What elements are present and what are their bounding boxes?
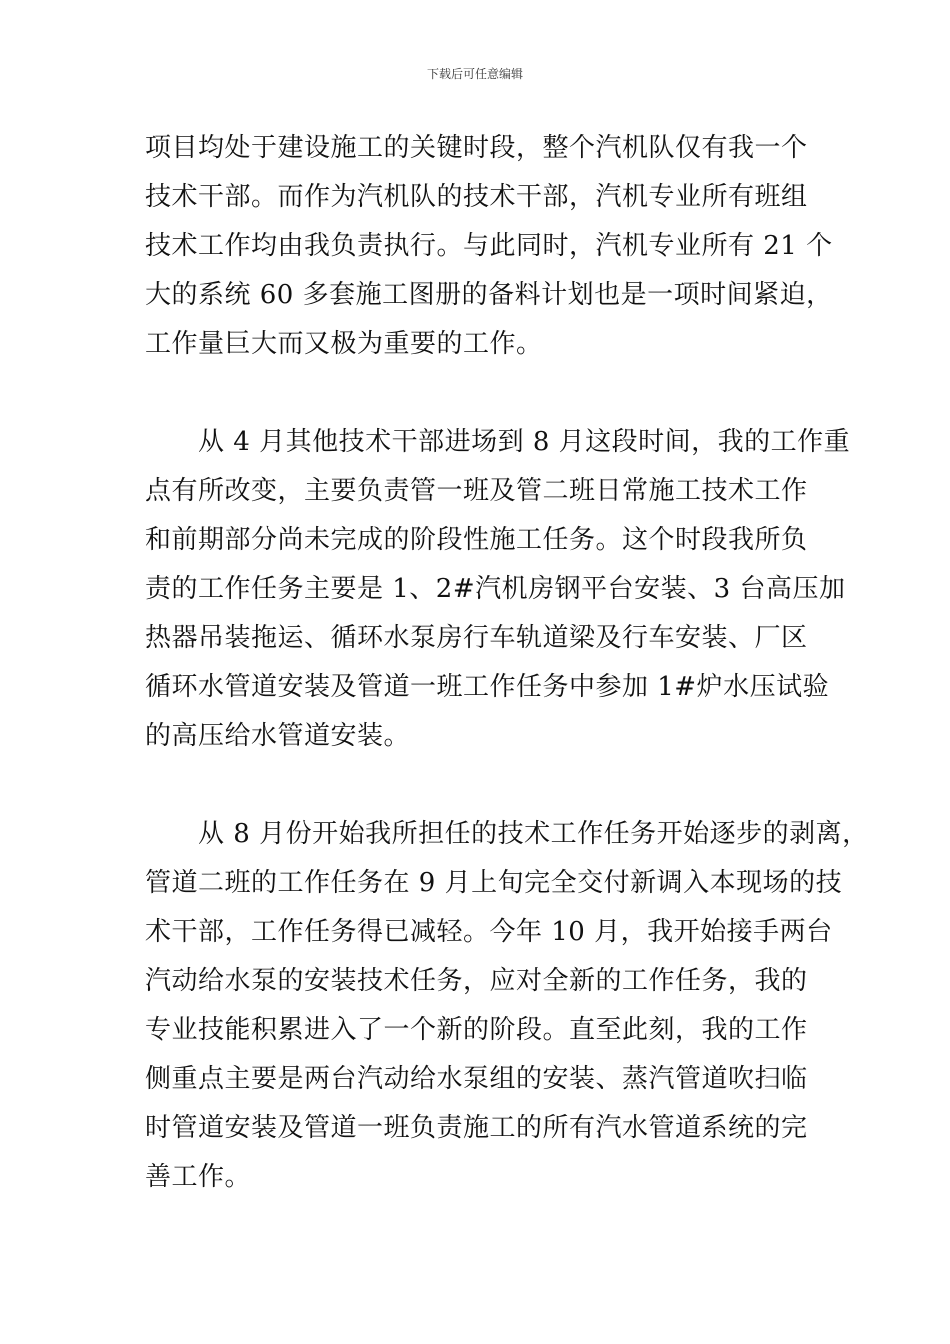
paragraph-2	[145, 418, 851, 761]
text-line: 项目均处于建设施工的关键时段，整个汽机队仅有我一个	[145, 133, 808, 163]
text-line: 汽动给水泵的安装技术任务，应对全新的工作任务，我的	[145, 966, 808, 996]
text-line: 的高压给水管道安装。	[145, 721, 411, 751]
header-note: 下载后可任意编辑	[426, 67, 523, 81]
text-line: 责的工作任务主要是 1、2#汽机房钢平台安装、3 台高压加	[145, 574, 846, 604]
text-line: 点有所改变，主要负责管一班及管二班日常施工技术工作	[145, 476, 808, 506]
text-line: 侧重点主要是两台汽动给水泵组的安装、蒸汽管道吹扫临	[145, 1064, 808, 1094]
text-line: 循环水管道安装及管道一班工作任务中参加 1#炉水压试验	[145, 672, 830, 702]
text-line: 技术干部。而作为汽机队的技术干部，汽机专业所有班组	[145, 182, 808, 212]
text-line: 时管道安装及管道一班负责施工的所有汽水管道系统的完	[145, 1113, 808, 1143]
text-line: 术干部，工作任务得已减轻。今年 10 月，我开始接手两台	[145, 917, 833, 947]
text-line: 热器吊装拖运、循环水泵房行车轨道梁及行车安装、厂区	[145, 623, 808, 653]
text-line: 工作量巨大而又极为重要的工作。	[145, 329, 543, 359]
paragraph-1	[145, 124, 835, 369]
text-line: 技术工作均由我负责执行。与此同时，汽机专业所有 21 个	[145, 231, 833, 261]
paragraph-gap	[145, 761, 835, 810]
text-line: 从 8 月份开始我所担任的技术工作任务开始逐步的剥离，	[145, 819, 869, 849]
paragraph-3	[145, 810, 869, 1202]
text-line: 从 4 月其他技术干部进场到 8 月这段时间，我的工作重	[145, 427, 851, 457]
text-line: 和前期部分尚未完成的阶段性施工任务。这个时段我所负	[145, 525, 808, 555]
text-line: 善工作。	[145, 1162, 252, 1192]
text-line: 大的系统 60 多套施工图册的备料计划也是一项时间紧迫，	[145, 280, 833, 310]
paragraph-gap	[145, 369, 835, 418]
text-line: 专业技能积累进入了一个新的阶段。直至此刻，我的工作	[145, 1015, 808, 1045]
body-text	[145, 124, 869, 1202]
text-line: 管道二班的工作任务在 9 月上旬完全交付新调入本现场的技	[145, 868, 843, 898]
